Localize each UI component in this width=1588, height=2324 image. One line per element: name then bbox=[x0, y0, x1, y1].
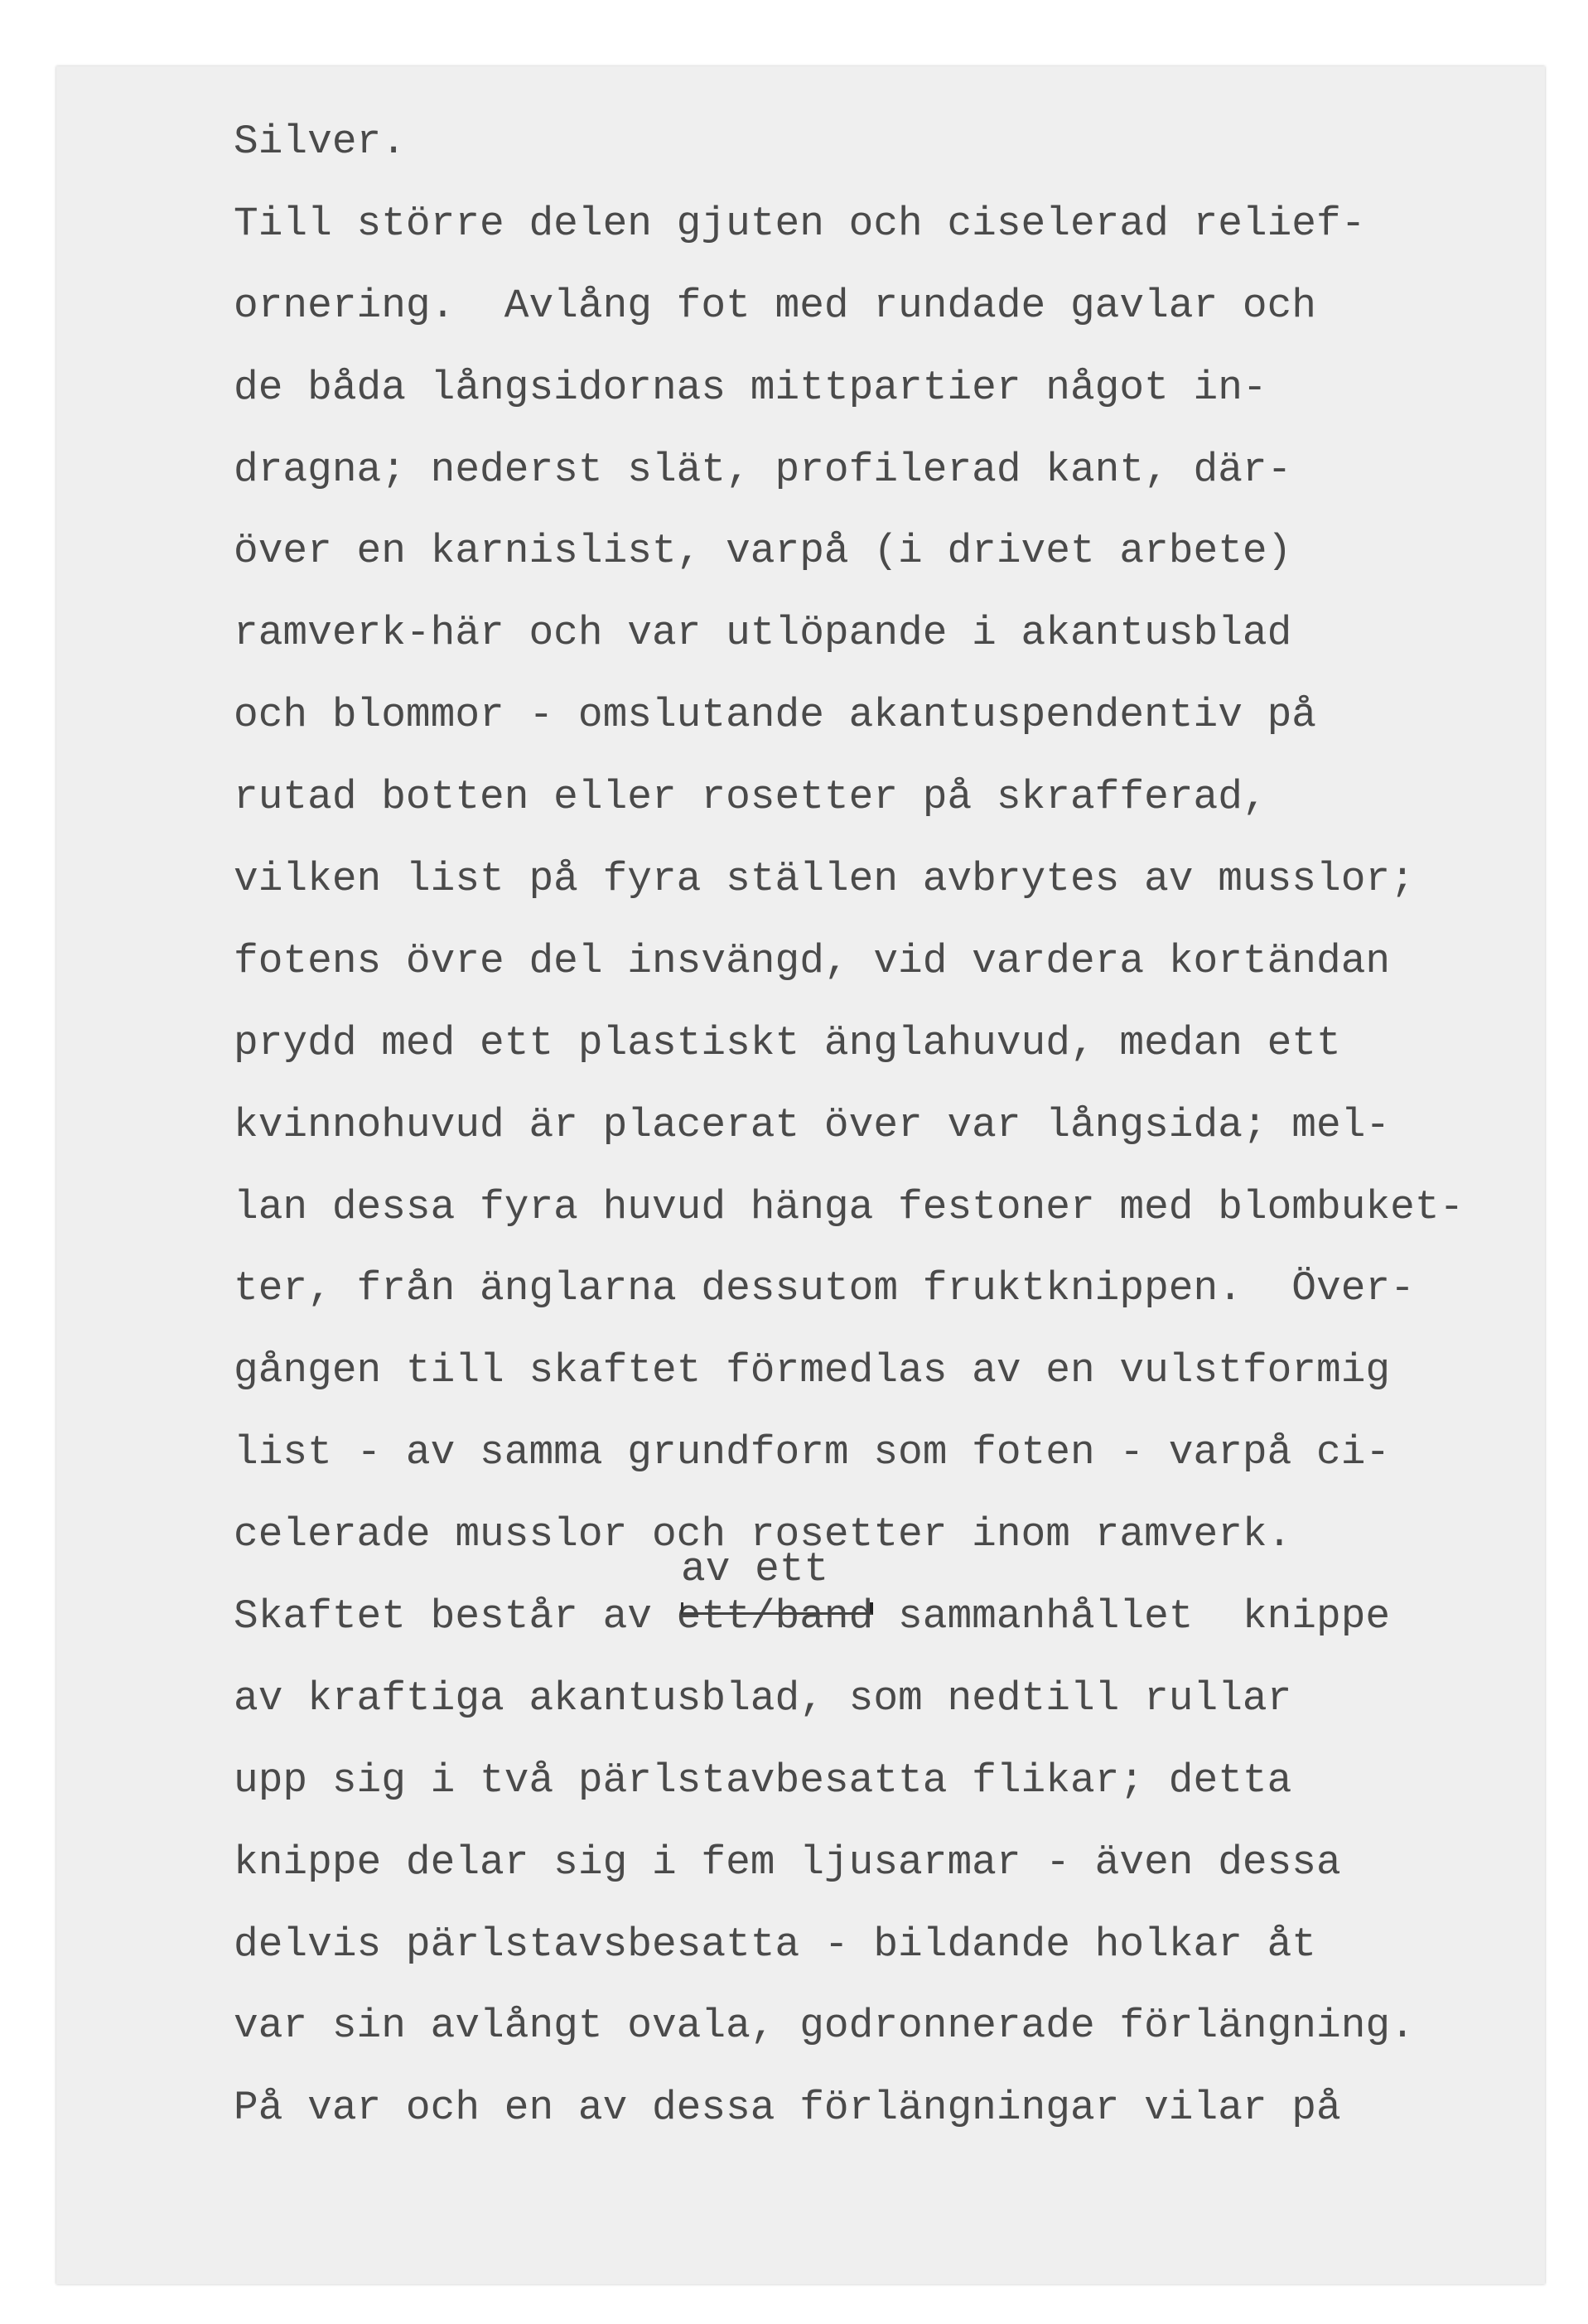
text-line: rutad botten eller rosetter på skrafferad, bbox=[234, 774, 1267, 821]
text-line: ramverk-här och var utlöpande i akantusblad bbox=[234, 610, 1292, 657]
handwritten-insertion: av ett bbox=[681, 1546, 829, 1592]
text-line: På var och en av dessa förlängningar vilar på bbox=[234, 2085, 1341, 2132]
text-line: Silver. bbox=[234, 118, 406, 165]
text-line: delvis pärlstavsbesatta - bildande holkar åt bbox=[234, 1921, 1317, 1968]
text-line: gången till skaftet förmedlas av en vulstformig bbox=[234, 1347, 1391, 1394]
text-line: dragna; nederst slät, profilerad kant, där- bbox=[234, 446, 1292, 493]
text-line: ter, från änglarna dessutom fruktknippen. Över- bbox=[234, 1265, 1415, 1312]
text-line: Till större delen gjuten och ciselerad relief- bbox=[234, 200, 1366, 247]
text-line: fotens övre del insvängd, vid vardera kortändan bbox=[234, 937, 1391, 984]
text-line: celerade musslor och rosetter inom ramverk. bbox=[234, 1511, 1292, 1558]
insertion-bracket bbox=[681, 1602, 873, 1615]
typewritten-text bbox=[234, 101, 1542, 2149]
text-line: prydd med ett plastiskt änglahuvud, medan ett bbox=[234, 1019, 1341, 1066]
text-line: var sin avlångt ovala, godronnerade förlängning. bbox=[234, 2003, 1415, 2050]
text-line: över en karnislist, varpå (i drivet arbete) bbox=[234, 528, 1292, 575]
text-line: ornering. Avlång fot med rundade gavlar och bbox=[234, 282, 1317, 329]
text-line: och blommor - omslutande akantuspendentiv på bbox=[234, 692, 1317, 739]
text-line: knippe delar sig i fem ljusarmar - även dessa bbox=[234, 1838, 1341, 1886]
text-line: list - av samma grundform som foten - varpå ci- bbox=[234, 1429, 1391, 1476]
text-line: vilken list på fyra ställen avbrytes av musslor; bbox=[234, 856, 1415, 903]
text-line: de båda långsidornas mittpartier något in- bbox=[234, 364, 1267, 411]
text-line: lan dessa fyra huvud hänga festoner med blombuket- bbox=[234, 1183, 1465, 1230]
text-line: upp sig i två pärlstavbesatta flikar; detta bbox=[234, 1756, 1292, 1804]
text-line: kvinnohuvud är placerat över var långsida; mel- bbox=[234, 1101, 1391, 1148]
text-line: av kraftiga akantusblad, som nedtill rullar bbox=[234, 1674, 1292, 1722]
text-line: Skaftet består av ett/band sammanhållet knippe bbox=[234, 1593, 1391, 1640]
